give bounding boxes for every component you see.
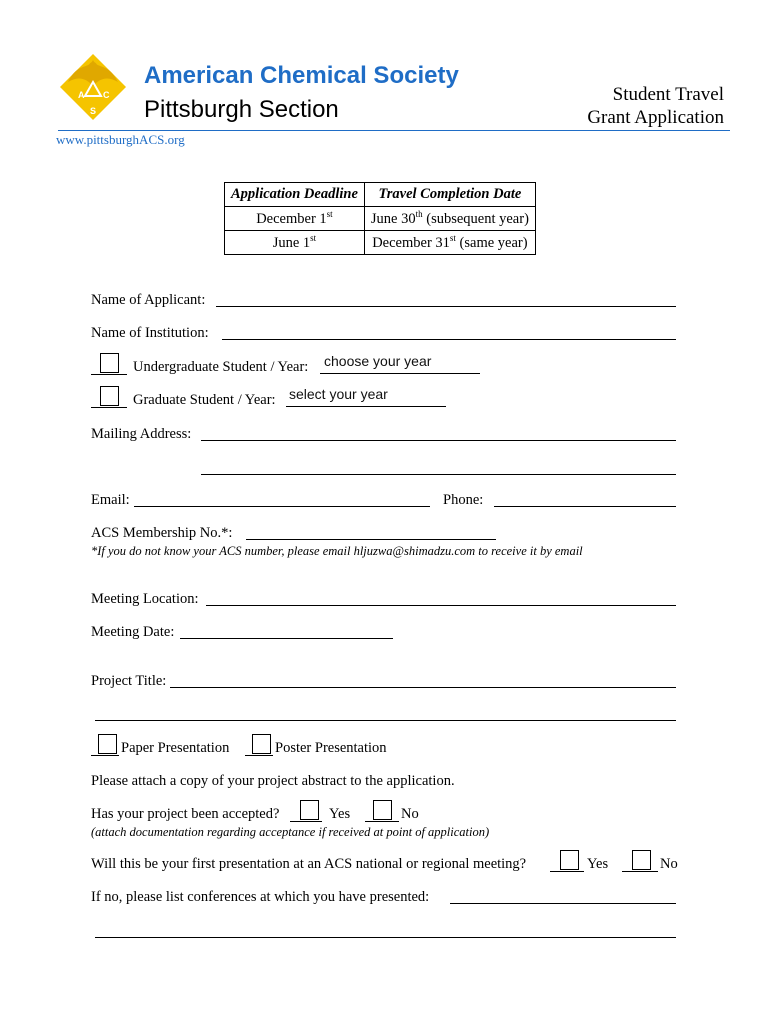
email-label: Email: [91, 492, 130, 508]
acs-membership-field[interactable] [246, 539, 496, 540]
undergrad-underline-left [91, 374, 127, 375]
acs-logo [58, 52, 128, 122]
first-yes-checkbox[interactable] [560, 850, 579, 870]
first-yes-underline [550, 871, 584, 872]
accepted-yes-checkbox[interactable] [300, 800, 319, 820]
mailing-address-field-2[interactable] [201, 474, 676, 475]
form-title-line2: Grant Application [587, 107, 724, 128]
deadline-header: Application Deadline [225, 183, 365, 207]
logo-letter-c: C [103, 90, 110, 100]
accepted-yes-underline [290, 821, 322, 822]
grad-year-dropdown[interactable]: select your year [289, 386, 388, 402]
acs-membership-label: ACS Membership No.*: [91, 525, 233, 541]
first-no-label: No [660, 856, 678, 872]
meeting-date-label: Meeting Date: [91, 624, 175, 640]
project-title-field-2[interactable] [95, 720, 676, 721]
accepted-no-label: No [401, 806, 419, 822]
grad-underline-left [91, 407, 127, 408]
paper-underline [91, 755, 119, 756]
email-field[interactable] [134, 506, 430, 507]
first-yes-label: Yes [587, 856, 609, 872]
phone-label: Phone: [443, 492, 484, 508]
undergrad-label: Undergraduate Student / Year: [133, 359, 309, 375]
deadline-table [224, 182, 536, 255]
first-presentation-question: Will this be your first presentation at an ACS national or regional meeting? [91, 856, 527, 872]
grad-year-field [286, 406, 446, 407]
table-row [225, 231, 536, 255]
meeting-location-field[interactable] [206, 605, 676, 606]
conferences-prompt: If no, please list conferences at which you have presented: [91, 889, 430, 905]
meeting-date-field[interactable] [180, 638, 393, 639]
deadline-cell: June 1st [225, 231, 365, 255]
header-divider [58, 130, 730, 131]
paper-presentation-label: Paper Presentation [121, 740, 230, 756]
acs-membership-note: *If you do not know your ACS number, please email hljuzwa@shimadzu.com to receive it by email [91, 544, 583, 558]
mailing-address-field-1[interactable] [201, 440, 676, 441]
poster-presentation-checkbox[interactable] [252, 734, 271, 754]
first-no-underline [622, 871, 658, 872]
accepted-yes-label: Yes [329, 806, 351, 822]
poster-underline [245, 755, 273, 756]
mailing-address-label: Mailing Address: [91, 426, 192, 442]
undergrad-year-field [320, 373, 480, 374]
project-title-field-1[interactable] [170, 687, 676, 688]
logo-letter-a: A [78, 90, 85, 100]
undergrad-checkbox[interactable] [100, 353, 119, 373]
completion-header: Travel Completion Date [364, 183, 535, 207]
institution-label: Name of Institution: [91, 325, 209, 341]
completion-cell: December 31st (same year) [364, 231, 535, 255]
applicant-name-label: Name of Applicant: [91, 292, 206, 308]
grad-label: Graduate Student / Year: [133, 392, 276, 408]
accepted-question: Has your project been accepted? [91, 806, 280, 822]
deadline-cell: December 1st [225, 207, 365, 231]
meeting-location-label: Meeting Location: [91, 591, 199, 607]
applicant-name-field[interactable] [216, 306, 676, 307]
attach-abstract-text: Please attach a copy of your project abstract to the application. [91, 773, 455, 789]
accepted-no-checkbox[interactable] [373, 800, 392, 820]
form-title-line1: Student Travel [612, 84, 724, 105]
completion-cell: June 30th (subsequent year) [364, 207, 535, 231]
conferences-field-2[interactable] [95, 937, 676, 938]
logo-letter-s: S [90, 106, 97, 116]
accepted-note: (attach documentation regarding acceptance if received at point of application) [91, 825, 490, 839]
grad-checkbox[interactable] [100, 386, 119, 406]
website-link[interactable]: www.pittsburghACS.org [56, 132, 185, 147]
phone-field[interactable] [494, 506, 676, 507]
institution-field[interactable] [222, 339, 676, 340]
org-name: American Chemical Society [144, 62, 459, 89]
poster-presentation-label: Poster Presentation [275, 740, 387, 756]
first-no-checkbox[interactable] [632, 850, 651, 870]
table-row [225, 207, 536, 231]
undergrad-year-dropdown[interactable]: choose your year [324, 353, 432, 369]
project-title-label: Project Title: [91, 673, 167, 689]
paper-presentation-checkbox[interactable] [98, 734, 117, 754]
accepted-no-underline [365, 821, 399, 822]
conferences-field-1[interactable] [450, 903, 676, 904]
section-name: Pittsburgh Section [144, 96, 339, 123]
